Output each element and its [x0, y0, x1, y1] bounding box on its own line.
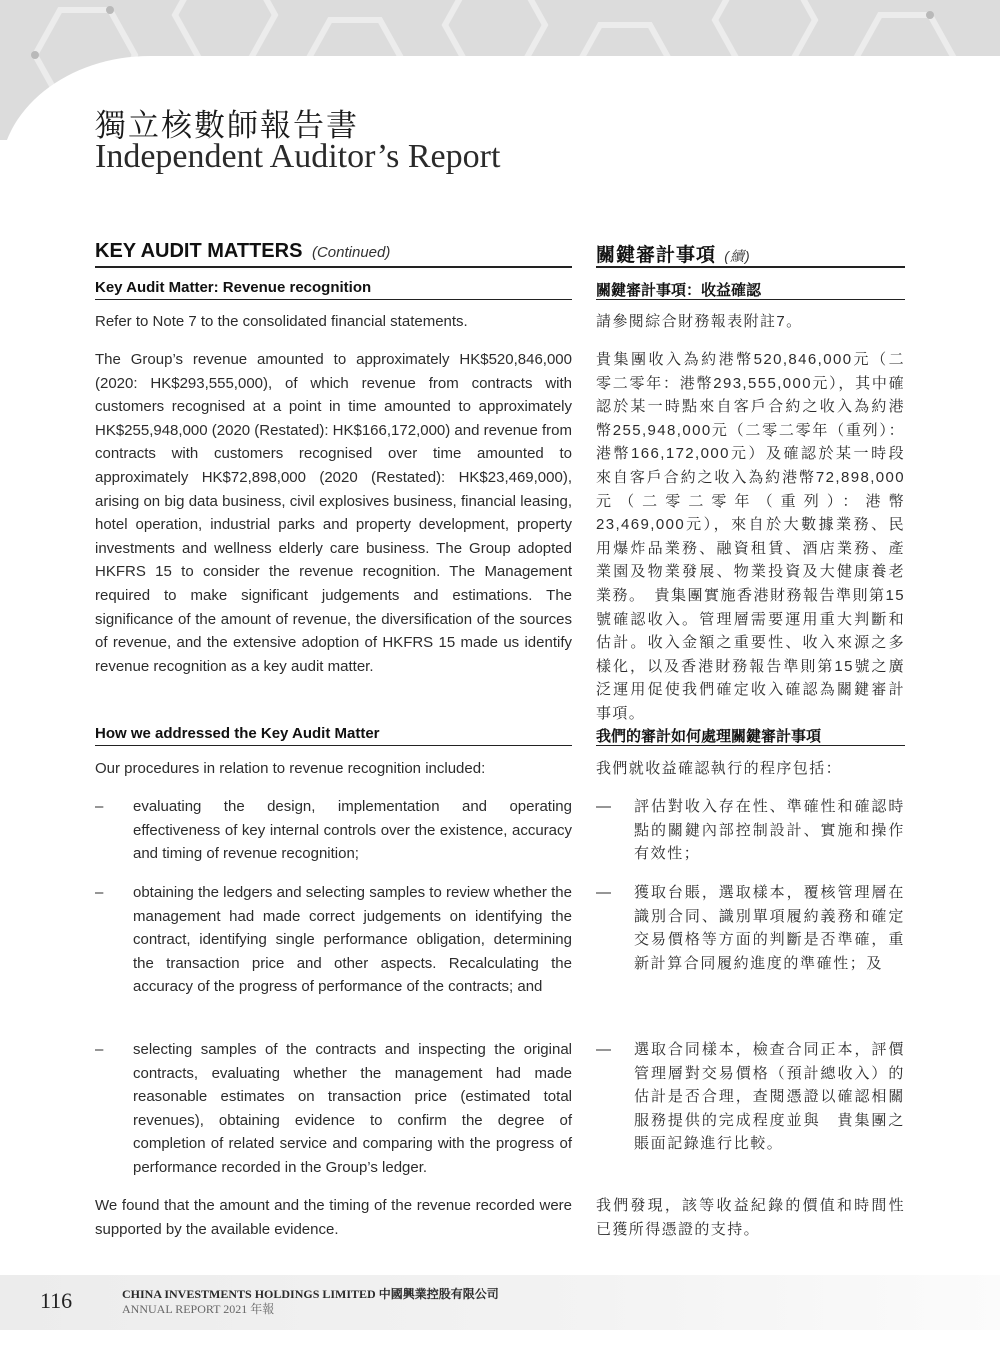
matter-description-en: The Group’s revenue amounted to approximately HK$520,846,000 (2020: HK$293,555,000), of which revenue from contracts with customers recognised at a point in time amounted to approximately HK$255,948,000 (2020 (Restated): HK$166,172,000) and revenue from contracts with customers recognised over time amounted to approximately HK$72,898,000 (2020 (Restated): HK$23,469,000), arising on big data business, civil explosives business, financial leasing, hotel operation, industrial parks and property development, property investments and wellness elderly care business. The Group adopted HKFRS 15 to consider the revenue recognition. The Management required to make significant judgements and estimations. The significance of the amount of revenue, the diversification of the sources of revenue, and the extensive adoption of HKFRS 15 made us identify revenue recognition as a key audit matter.: [95, 351, 572, 675]
procedure-text-en: obtaining the ledgers and selecting samples to review whether the management had made correct judgements on identifying the contract, identifying single performance obligation, determining the transaction price and other aspects. Recalculating the accuracy of the progress of performance of the contracts; and: [133, 884, 572, 996]
page-number: 116: [40, 1288, 73, 1313]
subheading-how-addressed-en: How we addressed the Key Audit Matter: [95, 725, 572, 746]
footer-company-name: CHINA INVESTMENTS HOLDINGS LIMITED 中國興業控股有限公司: [122, 1287, 499, 1301]
continued-label: (續): [724, 248, 751, 264]
footer-report-title: ANNUAL REPORT 2021 年報: [122, 1302, 275, 1316]
procedure-text-zh: 選取合同樣本，檢查合同正本，評價管理層對交易價格（預計總收入）的估計是否合理，查閱憑證以確認相關服務提供的完成程度並與 貴集團之賬面記錄進行比較。: [634, 1041, 905, 1153]
continued-label: (Continued): [311, 244, 391, 261]
note-reference-zh: 請參閱綜合財務報表附註7。: [596, 313, 803, 330]
section-heading-en: [95, 240, 572, 268]
page-title-en: Independent Auditor’s Report: [95, 138, 501, 175]
matter-description-zh: 貴集團收入為約港幣520,846,000元（二零二零年：港幣293,555,000元），其中確認於某一時點來自客戶合約之收入為約港幣255,948,000元（二零二零年（重列）：港幣166,172,000元）及確認於某一時段來自客戶合約之收入為約港幣72,898,000元（二零二零年（重列）：港幣23,469,000元），來自於大數據業務、民用爆炸品業務、融資租賃、酒店業務、產業園及物業發展、物業投資及大健康養老業務。 貴集團實施香港財務報告準則第15號確認收入。管理層需要運用重大判斷和估計。收入金額之重要性、收入來源之多樣化，以及香港財務報告準則第15號之廣泛運用促使我們確定收入確認為關鍵審計事項。: [596, 351, 905, 722]
dash-bullet: —: [596, 1041, 611, 1058]
procedure-text-en: selecting samples of the contracts and inspecting the original contracts, evaluating whether the management had made reasonable estimates on transaction price (estimated total revenues), obtaining evidence to confirm the degree of completion of related service and comparing with the progress of performance recorded in the Group’s ledger.: [133, 1041, 572, 1176]
procedure-text-zh: 獲取台賬，選取樣本，覆核管理層在識別合同、識別單項履約義務和確定交易價格等方面的判斷是否準確，重新計算合同履約進度的準確性；及: [634, 884, 905, 972]
dash-bullet: —: [596, 798, 611, 815]
english-column: [95, 0, 572, 1260]
conclusion-zh: 我們發現，該等收益紀錄的價值和時間性已獲所得憑證的支持。: [596, 1197, 905, 1238]
procedure-text-en: evaluating the design, implementation and operating effectiveness of key internal controls over the existence, accuracy and timing of revenue recognition;: [133, 798, 572, 863]
chinese-column: [596, 0, 905, 1260]
dash-bullet: –: [95, 798, 104, 815]
procedures-intro-zh: 我們就收益確認執行的程序包括：: [596, 760, 843, 777]
dash-bullet: –: [95, 1041, 104, 1058]
dash-bullet: –: [95, 884, 104, 901]
section-heading-zh: [596, 240, 905, 268]
note-reference-en: Refer to Note 7 to the consolidated financial statements.: [95, 313, 468, 330]
dash-bullet: —: [596, 884, 611, 901]
subheading-revenue-recognition-zh: 關鍵審計事項：收益確認: [596, 279, 905, 300]
procedure-text-zh: 評估對收入存在性、準確性和確認時點的關鍵內部控制設計、實施和操作有效性；: [634, 798, 905, 863]
section-heading-text: 關鍵審計事項: [596, 245, 717, 266]
conclusion-en: We found that the amount and the timing of the revenue recorded were supported by the available evidence.: [95, 1197, 572, 1238]
procedures-intro-en: Our procedures in relation to revenue recognition included:: [95, 760, 486, 777]
page-title-zh: 獨立核數師報告書: [95, 108, 359, 144]
subheading-revenue-recognition-en: Key Audit Matter: Revenue recognition: [95, 279, 572, 300]
section-heading-text: KEY AUDIT MATTERS: [95, 240, 303, 262]
subheading-how-addressed-zh: 我們的審計如何處理關鍵審計事項: [596, 725, 905, 746]
